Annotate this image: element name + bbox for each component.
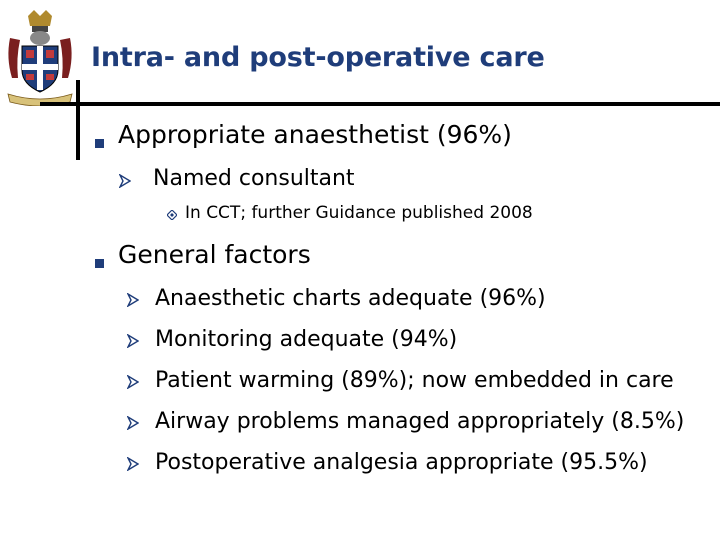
slide-title: Intra- and post-operative care [91,42,545,73]
college-coat-of-arms-icon [4,8,76,106]
arrow-bullet-icon [127,334,139,348]
bullet-item: Anaesthetic charts adequate (96%) [155,286,546,311]
arrow-bullet-icon [119,174,131,188]
arrow-bullet-icon [127,416,139,430]
arrow-bullet-icon [127,375,139,389]
arrow-bullet-icon [127,457,139,471]
bullet-item: General factors [118,240,311,269]
diamond-bullet-icon [167,210,177,220]
bullet-item: Appropriate anaesthetist (96%) [118,120,512,149]
bullet-item: Named consultant [153,166,355,191]
bullet-item: Patient warming (89%); now embedded in care [155,368,674,393]
bullet-item: Airway problems managed appropriately (8.5%) [155,409,685,434]
bullet-item: Postoperative analgesia appropriate (95.5%) [155,450,648,475]
square-bullet-icon [95,133,104,152]
bullet-item: In CCT; further Guidance published 2008 [185,203,533,223]
title-divider-vertical [76,80,80,160]
square-bullet-icon [95,253,104,272]
title-divider-horizontal [40,102,720,106]
bullet-item: Monitoring adequate (94%) [155,327,458,352]
arrow-bullet-icon [127,293,139,307]
